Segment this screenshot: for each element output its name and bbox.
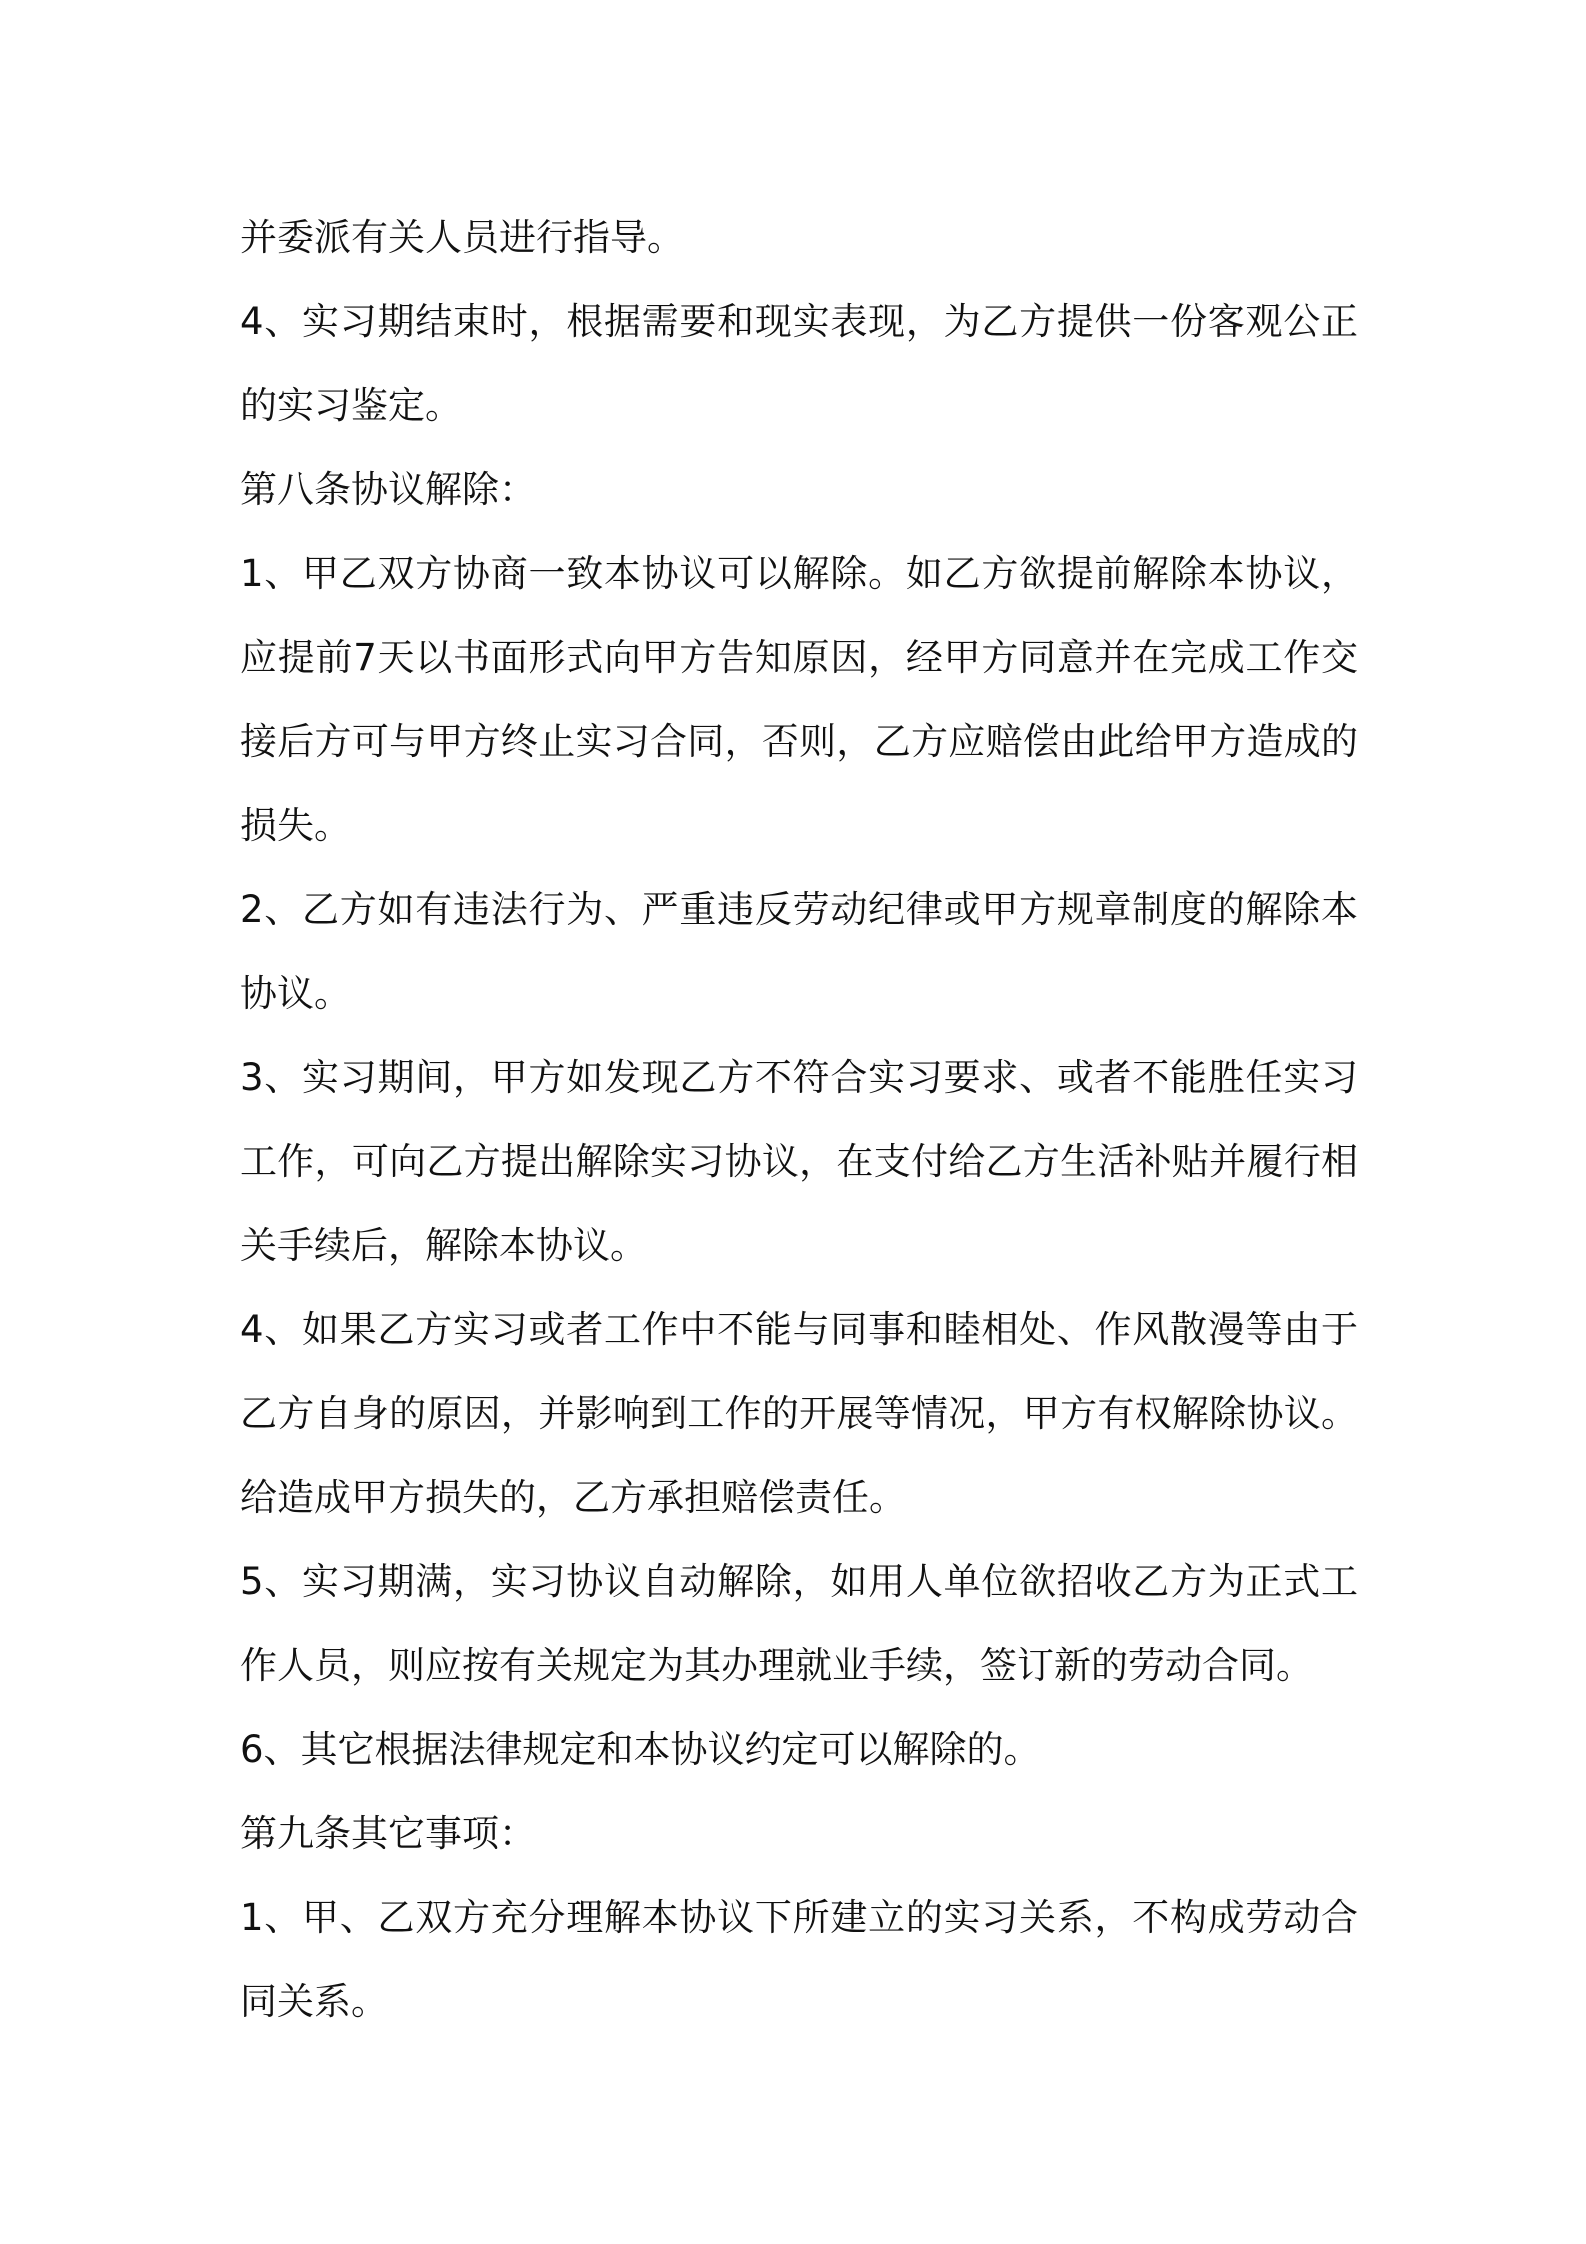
paragraph-item-3-incompetence: 3、实习期间，甲方如发现乙方不符合实习要求、或者不能胜任实习工作，可向乙方提出解除实习协议，在支付给乙方生活补贴并履行相关手续后，解除本协议。 (240, 1056, 1358, 1267)
paragraph-item-1-mutual-termination: 1、甲乙双方协商一致本协议可以解除。如乙方欲提前解除本协议，应提前7天以书面形式向甲方告知原因，经甲方同意并在完成工作交接后方可与甲方终止实习合同，否则，乙方应赔偿由此给甲方造成的损失。 (240, 552, 1358, 847)
paragraph-continuation: 并委派有关人员进行指导。 (240, 216, 684, 259)
section-heading-article-9: 第九条其它事项： (240, 1812, 536, 1855)
section-heading-article-8: 第八条协议解除： (240, 468, 536, 511)
paragraph-item-1-relationship: 1、甲、乙双方充分理解本协议下所建立的实习关系，不构成劳动合同关系。 (240, 1896, 1358, 2023)
paragraph-item-6-other: 6、其它根据法律规定和本协议约定可以解除的。 (240, 1728, 1041, 1771)
paragraph-item-4-appraisal: 4、实习期结束时，根据需要和现实表现，为乙方提供一份客观公正的实习鉴定。 (240, 300, 1358, 427)
paragraph-item-5-expiry: 5、实习期满，实习协议自动解除，如用人单位欲招收乙方为正式工作人员，则应按有关规定为其办理就业手续，签订新的劳动合同。 (240, 1560, 1358, 1687)
document-body (240, 196, 1358, 2044)
paragraph-item-2-violation: 2、乙方如有违法行为、严重违反劳动纪律或甲方规章制度的解除本协议。 (240, 888, 1358, 1015)
paragraph-item-4-conduct: 4、如果乙方实习或者工作中不能与同事和睦相处、作风散漫等由于乙方自身的原因，并影响到工作的开展等情况，甲方有权解除协议。给造成甲方损失的，乙方承担赔偿责任。 (240, 1308, 1358, 1519)
